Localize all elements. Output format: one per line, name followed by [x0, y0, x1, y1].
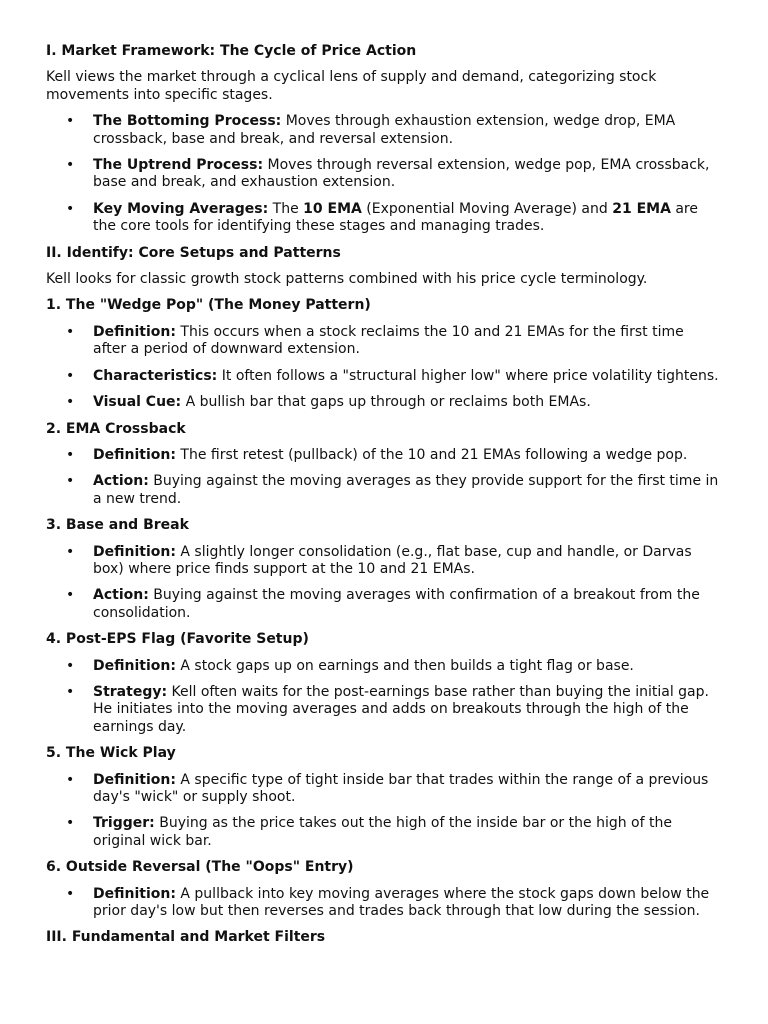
text-trigger: Buying as the price takes out the high of the inside bar or the high of the original wick bar.	[93, 815, 672, 849]
list-item	[46, 544, 720, 579]
bold-21-ema: 21 EMA	[612, 200, 671, 217]
list-item	[46, 886, 720, 921]
label-visual-cue: Visual Cue:	[93, 394, 182, 411]
list-item-bottoming	[46, 113, 720, 148]
list-item	[46, 324, 720, 359]
list-item	[46, 368, 720, 385]
label-action: Action:	[93, 473, 149, 490]
list-item	[46, 815, 720, 850]
setup-title-outside-reversal: 6. Outside Reversal (The "Oops" Entry)	[46, 859, 354, 876]
label-definition: Definition:	[93, 657, 176, 674]
text-definition: The first retest (pullback) of the 10 and 21 EMAs following a wedge pop.	[175, 446, 688, 463]
list-item-moving-averages	[46, 201, 720, 236]
setup-title-base-and-break: 3. Base and Break	[46, 517, 189, 534]
outside-reversal-list	[46, 886, 720, 921]
list-item	[46, 473, 720, 508]
setup-title-post-eps-flag: 4. Post-EPS Flag (Favorite Setup)	[46, 631, 309, 648]
base-break-list	[46, 544, 720, 623]
label-definition: Definition:	[93, 323, 176, 340]
list-item	[46, 587, 720, 622]
text-definition: This occurs when a stock reclaims the 10 and 21 EMAs for the first time after a period of downward extension.	[93, 323, 684, 358]
framework-list	[46, 113, 720, 235]
label-strategy: Strategy:	[93, 683, 168, 700]
label-characteristics: Characteristics:	[93, 367, 218, 384]
text-averages-1: The	[268, 200, 304, 217]
label-definition: Definition:	[93, 771, 176, 788]
list-item	[46, 772, 720, 807]
text-definition: A pullback into key moving averages where the stock gaps down below the prior day's low but then reverses and trades back through that low during the session.	[93, 885, 710, 920]
setup-title-ema-crossback: 2. EMA Crossback	[46, 420, 186, 437]
wedge-pop-list	[46, 324, 720, 412]
text-averages-3: are the core tools for identifying these stages and managing trades.	[93, 200, 698, 235]
list-item	[46, 394, 720, 411]
section-title-fundamental-filters: III. Fundamental and Market Filters	[46, 929, 326, 946]
wick-play-list	[46, 772, 720, 851]
ema-crossback-list	[46, 447, 720, 508]
framework-intro: Kell views the market through a cyclical lens of supply and demand, categorizing stock movements into specific stages.	[46, 69, 657, 103]
list-item-uptrend	[46, 157, 720, 192]
text-visual-cue: A bullish bar that gaps up through or reclaims both EMAs.	[181, 394, 591, 411]
text-definition: A stock gaps up on earnings and then builds a tight flag or base.	[175, 657, 634, 674]
setup-title-wick-play: 5. The Wick Play	[46, 745, 176, 762]
text-uptrend: Moves through reversal extension, wedge pop, EMA crossback, base and break, and exhaustion extension.	[93, 157, 710, 191]
section-title-identify: II. Identify: Core Setups and Patterns	[46, 244, 341, 261]
text-definition: A slightly longer consolidation (e.g., flat base, cup and handle, or Darvas box) where price finds support at the 10 and 21 EMAs.	[93, 543, 692, 577]
text-characteristics: It often follows a "structural higher low" where price volatility tightens.	[217, 367, 719, 384]
label-definition: Definition:	[93, 543, 176, 560]
label-action: Action:	[93, 587, 149, 604]
text-action: Buying against the moving averages as they provide support for the first time in a new trend.	[93, 473, 719, 507]
list-item	[46, 447, 720, 464]
label-definition: Definition:	[93, 885, 176, 902]
text-bottoming: Moves through exhaustion extension, wedge drop, EMA crossback, base and break, and reversal extension.	[93, 113, 676, 147]
label-uptrend: The Uptrend Process:	[93, 157, 264, 174]
text-action: Buying against the moving averages with confirmation of a breakout from the consolidation.	[93, 587, 700, 621]
bold-10-ema: 10 EMA	[303, 200, 362, 217]
label-moving-averages: Key Moving Averages:	[93, 200, 269, 217]
list-item	[46, 658, 720, 675]
label-trigger: Trigger:	[93, 815, 155, 832]
setup-title-wedge-pop: 1. The "Wedge Pop" (The Money Pattern)	[46, 297, 371, 314]
post-eps-list	[46, 658, 720, 737]
section-title-market-framework: I. Market Framework: The Cycle of Price Action	[46, 43, 417, 59]
list-item	[46, 684, 720, 736]
identify-intro: Kell looks for classic growth stock patterns combined with his price cycle terminology.	[46, 271, 648, 288]
label-bottoming: The Bottoming Process:	[93, 113, 282, 130]
text-definition: A specific type of tight inside bar that trades within the range of a previous day's "wick" or supply shoot.	[93, 771, 709, 805]
text-averages-2: (Exponential Moving Average) and	[361, 200, 613, 217]
text-strategy: Kell often waits for the post-earnings base rather than buying the initial gap. He initiates into the moving averages and adds on breakouts through the high of the earnings day.	[93, 683, 709, 735]
label-definition: Definition:	[93, 446, 176, 463]
